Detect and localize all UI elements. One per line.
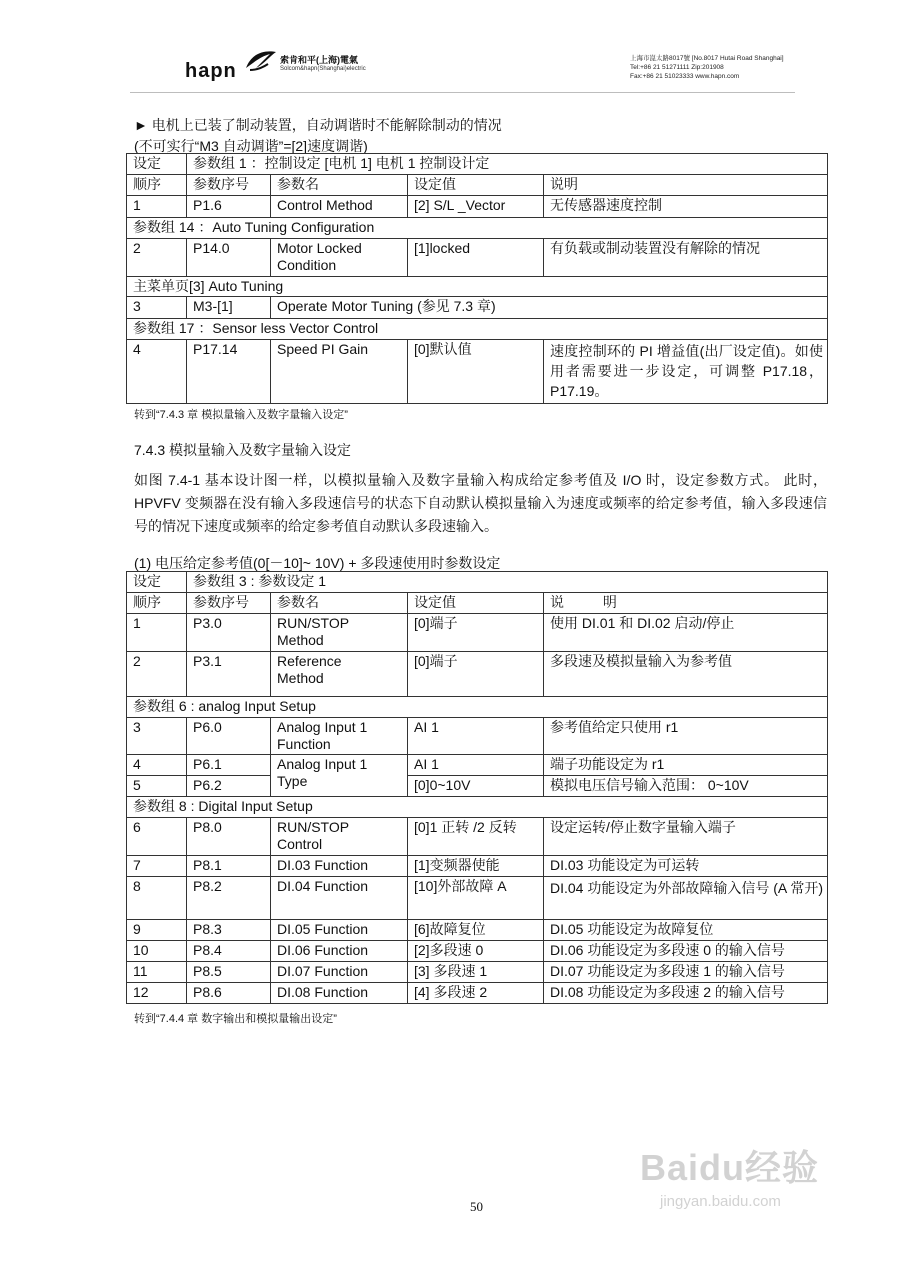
col-header-desc: 说 明 [544, 593, 828, 614]
watermark [640, 1140, 819, 1210]
section-paragraph: 如图 7.4-1 基本设计图一样，以模拟量输入及数字量输入构成给定参考值及 I/O 时，设定参数方式。 此时，HPVFV 变频器在没有输入多段速信号的状态下自动默认模拟量输入为速度或频率的给定参考值，输入多段速信号的情况下速度或频率的给定参考值自动默认多段速输入。 [134, 472, 827, 534]
col-header-seq-bottom: 顺序 [127, 175, 187, 196]
col-header-seq-top: 设定 [127, 154, 187, 175]
table-row: 1 P1.6 Control Method [2] S/L _Vector 无传感器速度控制 [127, 196, 828, 218]
group-row: 参数组 14 ：Auto Tuning Configuration [127, 218, 828, 239]
group-header: 参数组 3 : 参数设定 1 [187, 572, 828, 593]
group-header: 参数组 1 ：控制设定 [电机 1] 电机 1 控制设计定 [187, 154, 828, 175]
col-header-seq-bottom: 顺序 [127, 593, 187, 614]
table-row: 3 M3-[1] Operate Motor Tuning (参见 7.3 章) [127, 297, 828, 319]
table-row: 4 P17.14 Speed PI Gain [0]默认值 速度控制环的 PI 增益值(出厂设定值)。如使用者需要进一步设定，可调整 P17.18， P17.19。 [127, 340, 828, 404]
section-heading: 7.4.3 模拟量输入及数字量输入设定 [134, 442, 352, 458]
table-row: 12 P8.6 DI.08 Function [4] 多段速 2 DI.08 功能设定为多段速 2 的输入信号 [127, 983, 828, 1004]
logo-leaf-icon [244, 48, 278, 74]
col-header-desc: 说明 [544, 175, 828, 196]
bullet-line: ► 电机上已装了制动装置，自动调谐时不能解除制动的情况 [134, 117, 502, 133]
col-header-param-no: 参数序号 [187, 593, 271, 614]
logo-text: hapn [185, 60, 237, 82]
goto-note-1: 转到“7.4.3 章 模拟量输入及数字量输入设定” [134, 409, 348, 421]
table-row: 3 P6.0 Analog Input 1 Function AI 1 参考值给定只使用 r1 [127, 718, 828, 755]
page-number: 50 [470, 1199, 483, 1214]
group-row: 参数组 6 : analog Input Setup [127, 697, 828, 718]
table-row: 10 P8.4 DI.06 Function [2]多段速 0 DI.06 功能设定为多段速 0 的输入信号 [127, 941, 828, 962]
col-header-param-name: 参数名 [271, 175, 408, 196]
param-table-1 [126, 153, 828, 404]
param-table-2 [126, 571, 828, 1004]
table-row: 1 P3.0 RUN/STOP Method [0]端子 使用 DI.01 和 DI.02 启动/停止 [127, 614, 828, 652]
company-name-en: Solcom&hapn(Shanghai)electric [280, 66, 366, 72]
col-header-param-no: 参数序号 [187, 175, 271, 196]
page-header [130, 40, 795, 93]
table-row: 5 P6.2 [0]0~10V 模拟电压信号输入范围： 0~10V [127, 776, 828, 797]
col-header-seq-top: 设定 [127, 572, 187, 593]
sub-line: (不可实行“M3 自动调谐”=[2]速度调谐) [134, 138, 368, 154]
table-row: 4 P6.1 Analog Input 1 Type AI 1 端子功能设定为 r1 [127, 755, 828, 776]
company-name-cn: 索肯和平(上海)電氣 [280, 55, 358, 65]
group-row: 参数组 8 : Digital Input Setup [127, 797, 828, 818]
watermark-main: Baidu经验 [640, 1147, 820, 1188]
table-row: 2 P3.1 Reference Method [0]端子 多段速及模拟量输入为参考值 [127, 652, 828, 697]
table-row: 11 P8.5 DI.07 Function [3] 多段速 1 DI.07 功能设定为多段速 1 的输入信号 [127, 962, 828, 983]
table-row: 2 P14.0 Motor Locked Condition [1]locked 有负载或制动装置没有解除的情况 [127, 239, 828, 277]
table-row: 6 P8.0 RUN/STOP Control [0]1 正转 /2 反转 设定运转/停止数字量输入端子 [127, 818, 828, 856]
col-header-setting: 设定值 [408, 593, 544, 614]
col-header-setting: 设定值 [408, 175, 544, 196]
group-row: 主菜单页[3] Auto Tuning [127, 277, 828, 297]
goto-note-2: 转到“7.4.4 章 数字输出和模拟量输出设定” [134, 1013, 337, 1025]
col-header-param-name: 参数名 [271, 593, 408, 614]
table-row: 7 P8.1 DI.03 Function [1]变频器使能 DI.03 功能设定为可运转 [127, 856, 828, 877]
company-address: 上海市崑太路8017號 [No.8017 Hutai Road Shanghai] Tel:+86 21 51271111 Zip:201908 Fax:+86 21 51023333 www.hapn.com [630, 55, 784, 80]
table-row: 9 P8.3 DI.05 Function [6]故障复位 DI.05 功能设定为故障复位 [127, 920, 828, 941]
table-subtitle: (1) 电压给定参考值(0[－10]~ 10V) + 多段速使用时参数设定 [134, 555, 501, 571]
watermark-url: jingyan.baidu.com [660, 1193, 781, 1210]
group-row: 参数组 17 ：Sensor less Vector Control [127, 319, 828, 340]
table-row: 8 P8.2 DI.04 Function [10]外部故障 A DI.04 功能设定为外部故障输入信号 (A 常开) [127, 877, 828, 920]
